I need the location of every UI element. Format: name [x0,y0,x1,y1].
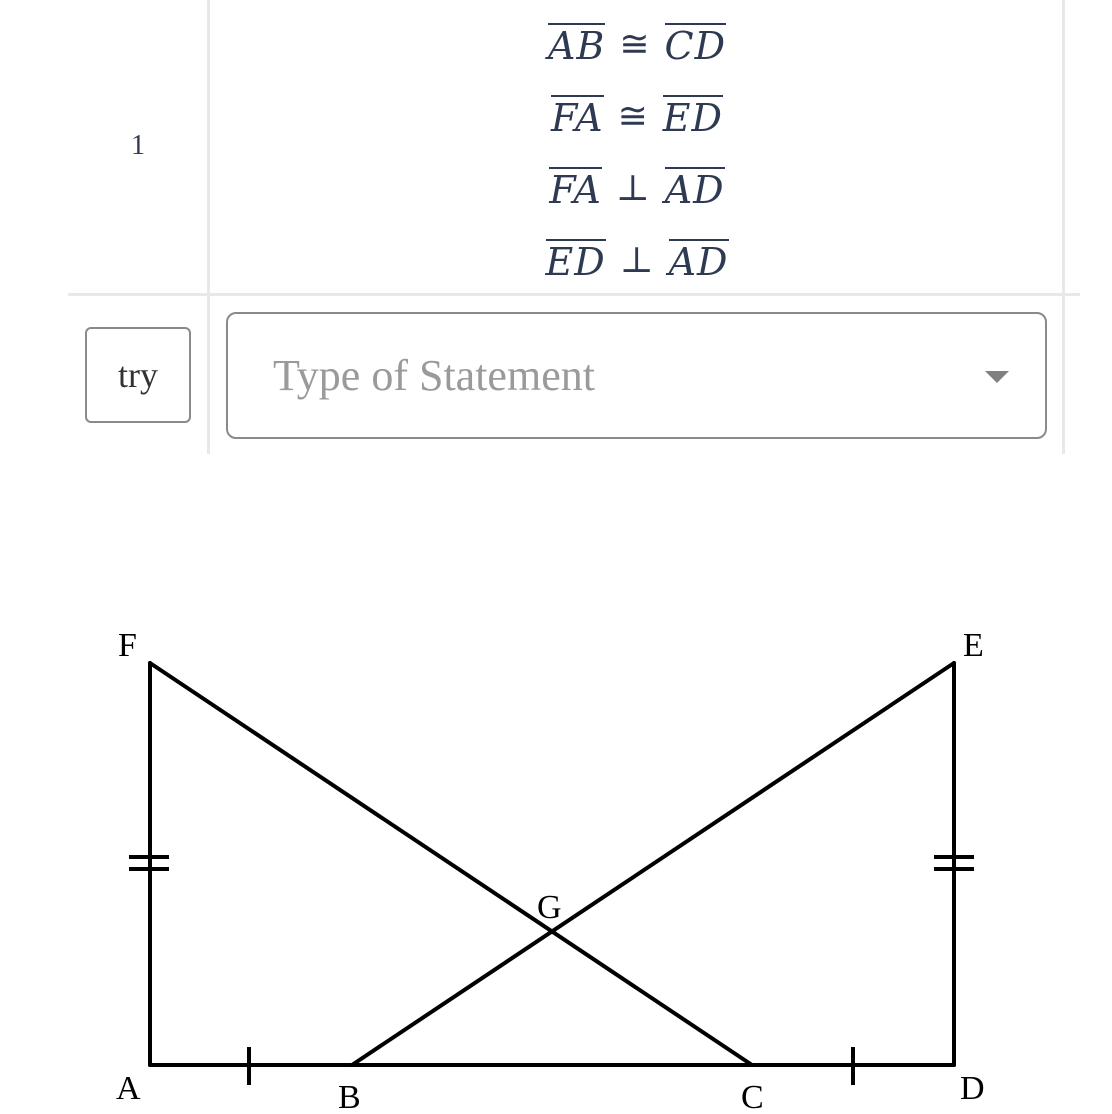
segment-eb [352,663,954,1065]
label-b: B [338,1079,361,1114]
label-c: C [741,1079,764,1114]
relation-symbol: ⊥ [615,167,651,209]
statement-type-placeholder: Type of Statement [273,351,595,400]
relation-symbol: ≅ [619,23,651,65]
relation-symbol: ⊥ [619,239,655,281]
segment-name: AD [664,167,725,212]
segment-name: ED [545,239,606,284]
step-number: 1 [131,130,145,161]
label-g: G [537,889,562,926]
segment-name: FA [551,95,604,140]
segment-name: ED [662,95,723,140]
label-f: F [118,627,137,664]
segment-name: AD [668,239,729,284]
label-d: D [960,1070,985,1107]
label-e: E [963,627,984,664]
try-button[interactable]: try [85,327,191,423]
segment-name: AB [547,23,606,68]
label-a: A [116,1070,141,1107]
segment-name: FA [549,167,602,212]
segment-fc [150,663,752,1065]
relation-symbol: ≅ [617,95,649,137]
segment-name: CD [664,23,727,68]
